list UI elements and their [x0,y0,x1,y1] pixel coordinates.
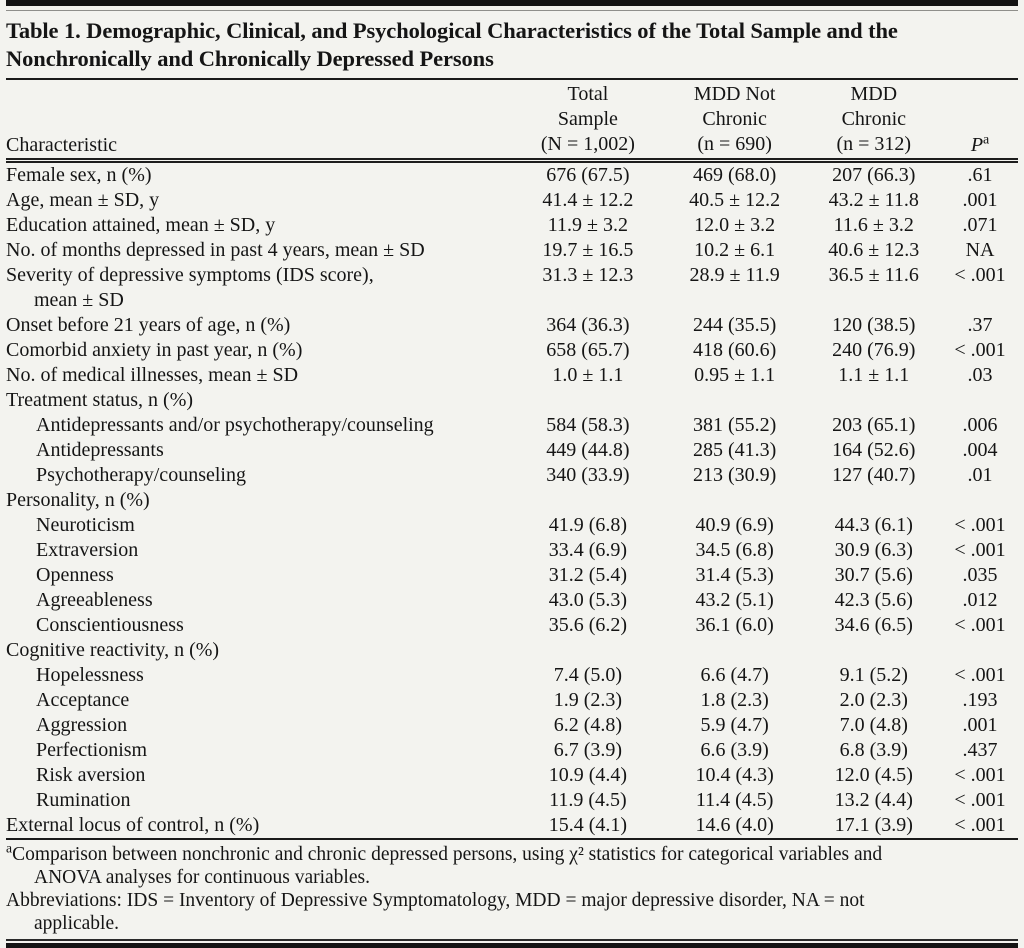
cell-mdd-not-chronic: 10.2 ± 6.1 [694,239,776,261]
cell-mdd-not-chronic: 40.5 ± 12.2 [689,189,781,211]
row-label [6,238,512,263]
cell-mdd-chronic: 203 (65.1) [832,414,916,436]
cell-p-value: .001 [962,189,998,211]
row-label [6,363,512,388]
cell-mdd-not-chronic: 213 (30.9) [692,464,777,486]
row-label-text: Comorbid anxiety in past year, n (%) [6,339,303,361]
row-label-text: Age, mean ± SD, y [6,189,160,211]
cell-total-sample: 31.3 ± 12.3 [542,264,634,286]
row-label-text: Education attained, mean ± SD, y [6,214,276,236]
footnote-line [6,840,1018,866]
cell-mdd-not-chronic: 11.4 (4.5) [695,789,774,811]
p-superscript: a [983,132,990,148]
row-label-text: Antidepressants [36,439,164,461]
row-label-text: Rumination [36,789,131,811]
row-label [6,388,512,413]
table-row [6,388,1018,413]
row-label-continuation: mean ± SD [34,289,124,311]
cell-p-value: < .001 [942,813,1018,839]
cell-mdd-not-chronic: 381 (55.2) [692,414,777,436]
footnote-line: ANOVA analyses for continuous variables. [34,867,370,888]
cell-mdd-not-chronic: 40.9 (6.9) [695,514,774,536]
row-label [6,813,512,839]
cell-mdd-chronic: 36.5 ± 11.6 [828,264,919,286]
cell-total-sample: 41.9 (6.8) [548,514,628,536]
cell-mdd-chronic: 42.3 (5.6) [834,589,913,611]
cell-p-value: < .001 [954,664,1006,686]
cell-mdd-not-chronic: 469 (68.0) [692,164,777,186]
cell-mdd-not-chronic: 36.1 (6.0) [695,614,774,636]
cell-total-sample: 6.2 (4.8) [553,714,623,736]
row-label-text: Conscientiousness [36,614,184,636]
column-header-mdd-chronic [805,80,942,161]
cell-mdd-chronic: 164 (52.6) [832,439,916,461]
cell-mdd-chronic: 11.6 ± 3.2 [833,214,914,236]
row-label-text: Onset before 21 years of age, n (%) [6,314,291,336]
column-header-total-sample [512,80,664,161]
row-label-text: Openness [36,564,114,586]
cell-total-sample: 658 (65.7) [546,339,630,361]
row-label-text: Personality, n (%) [6,489,150,511]
row-label [6,563,512,588]
column-header-p-value [942,80,1018,161]
header-row [6,80,1018,161]
table-row [6,513,1018,538]
cell-mdd-not-chronic: 10.4 (4.3) [695,764,774,786]
header-line: MDD [850,83,898,105]
row-label [6,263,512,313]
table-row [6,463,1018,488]
row-label [6,438,512,463]
cell-total-sample: 35.6 (6.2) [548,614,628,636]
cell-total-sample: 1.9 (2.3) [553,689,623,711]
cell-mdd-not-chronic: 418 (60.6) [692,339,777,361]
table-title-line-1: Table 1. Demographic, Clinical, and Psychological Characteristics of the Total Sample and the [6,18,898,43]
table-row [6,188,1018,213]
row-label-text: Aggression [36,714,128,736]
row-label-text: Risk aversion [36,764,146,786]
cell-p-value: .61 [967,164,993,186]
cell-total-sample [512,638,664,663]
table-row [6,763,1018,788]
table-row [6,438,1018,463]
header-line: Total [567,83,609,105]
table-row [6,613,1018,638]
row-label-text: Agreeableness [36,589,153,611]
cell-mdd-chronic: 6.8 (3.9) [839,739,908,761]
cell-total-sample: 11.9 ± 3.2 [547,214,629,236]
cell-p-value: .071 [962,214,998,236]
cell-p-value: .012 [962,589,998,611]
row-label [6,538,512,563]
table-row [6,813,1018,839]
footnote-a-text: Comparison between nonchronic and chronic depressed persons, using χ² statistics for categorical variables and [12,844,883,865]
cell-p-value: < .001 [954,514,1006,536]
cell-p-value: .193 [962,689,998,711]
cell-mdd-chronic: 7.0 (4.8) [839,714,908,736]
bottom-thick-rule [6,943,1018,948]
cell-p-value: < .001 [954,789,1006,811]
cell-total-sample: 15.4 (4.1) [512,813,664,839]
cell-mdd-chronic [805,388,942,413]
cell-p-value: .035 [962,564,998,586]
cell-mdd-chronic: 240 (76.9) [832,339,916,361]
row-label [6,638,512,663]
cell-mdd-not-chronic: 31.4 (5.3) [695,564,774,586]
bottom-rules [6,939,1018,948]
header-line: (N = 1,002) [540,133,635,155]
row-label [6,161,512,189]
cell-mdd-chronic [805,638,942,663]
header-line: (n = 312) [836,133,912,155]
row-label-text: Perfectionism [36,739,148,761]
table-title-line-2: Nonchronically and Chronically Depressed Persons [6,46,494,71]
row-label-text: Hopelessness [36,664,144,686]
table-row [6,563,1018,588]
table-row [6,638,1018,663]
footnote-line: Abbreviations: IDS = Inventory of Depressive Symptomatology, MDD = major depressive disorder, NA = not [6,890,865,911]
cell-p-value: .006 [962,414,998,436]
cell-total-sample: 19.7 ± 16.5 [542,239,634,261]
cell-mdd-chronic: 43.2 ± 11.8 [828,189,919,211]
cell-p-value [942,638,1018,663]
row-label-text: No. of medical illnesses, mean ± SD [6,364,299,386]
table-header [6,80,1018,161]
cell-p-value: < .001 [954,339,1006,361]
cell-mdd-not-chronic: 285 (41.3) [692,439,777,461]
table-title [6,17,1018,73]
footnote-comparison [6,840,1018,889]
row-label [6,738,512,763]
table-row [6,363,1018,388]
header-line: Sample [557,108,618,130]
table-row [6,788,1018,813]
cell-total-sample: 364 (36.3) [546,314,630,336]
p-label: P [970,134,984,156]
row-label [6,763,512,788]
cell-mdd-not-chronic: 28.9 ± 11.9 [689,264,780,286]
table-row [6,663,1018,688]
row-label-text: Cognitive reactivity, n (%) [6,639,220,661]
row-label-text: Female sex, n (%) [6,164,152,186]
column-header-mdd-not-chronic [664,80,806,161]
cell-mdd-chronic: 1.1 ± 1.1 [838,364,910,386]
table-row [6,413,1018,438]
header-line: (n = 690) [697,133,772,155]
footnote-a-marker: a [6,840,13,856]
top-thick-rule [6,0,1018,6]
cell-mdd-chronic: 127 (40.7) [832,464,916,486]
footnote-line: applicable. [34,913,119,934]
table-row [6,713,1018,738]
cell-mdd-chronic: 17.1 (3.9) [805,813,942,839]
table-row [6,313,1018,338]
cell-p-value: < .001 [954,764,1006,786]
row-label [6,188,512,213]
row-label [6,338,512,363]
cell-total-sample: 7.4 (5.0) [553,664,623,686]
row-label [6,513,512,538]
cell-mdd-chronic: 13.2 (4.4) [834,789,913,811]
row-label [6,663,512,688]
cell-mdd-not-chronic [664,388,806,413]
cell-mdd-not-chronic: 0.95 ± 1.1 [694,364,776,386]
table-body [6,161,1018,840]
cell-total-sample [512,488,664,513]
cell-total-sample: 1.0 ± 1.1 [552,364,624,386]
header-line: Chronic [702,108,767,130]
cell-total-sample: 6.7 (3.9) [553,739,623,761]
cell-total-sample: 41.4 ± 12.2 [542,189,634,211]
cell-mdd-chronic [805,488,942,513]
header-line: Chronic [841,108,906,130]
cell-mdd-not-chronic: 43.2 (5.1) [695,589,774,611]
table-row [6,213,1018,238]
cell-total-sample: 43.0 (5.3) [548,589,628,611]
cell-p-value [942,488,1018,513]
cell-mdd-chronic: 30.9 (6.3) [834,539,913,561]
cell-mdd-not-chronic: 14.6 (4.0) [664,813,806,839]
characteristics-table [6,80,1018,840]
cell-total-sample: 584 (58.3) [546,414,630,436]
row-label-text: Extraversion [36,539,139,561]
row-label [6,713,512,738]
cell-p-value: .001 [962,714,998,736]
table-row [6,588,1018,613]
row-label-text: Neuroticism [36,514,135,536]
cell-mdd-not-chronic: 6.6 (4.7) [700,664,769,686]
table-row [6,688,1018,713]
cell-mdd-not-chronic: 244 (35.5) [692,314,777,336]
row-label [6,788,512,813]
row-label [6,613,512,638]
column-header-characteristic: Characteristic [6,80,512,161]
row-label [6,488,512,513]
table-row [6,488,1018,513]
table-footnotes [6,840,1018,935]
cell-mdd-not-chronic [664,488,806,513]
cell-mdd-not-chronic: 5.9 (4.7) [700,714,769,736]
cell-p-value: < .001 [954,264,1006,286]
cell-mdd-chronic: 34.6 (6.5) [834,614,913,636]
cell-total-sample: 676 (67.5) [546,164,630,186]
cell-mdd-not-chronic: 12.0 ± 3.2 [694,214,776,236]
cell-total-sample: 11.9 (4.5) [549,789,627,811]
cell-p-value: NA [965,239,995,261]
row-label-text: Treatment status, n (%) [6,389,194,411]
cell-p-value: .004 [962,439,998,461]
table-row [6,263,1018,313]
table-row [6,338,1018,363]
cell-mdd-not-chronic: 6.6 (3.9) [700,739,769,761]
row-label-text: External locus of control, n (%) [6,814,260,836]
top-thin-rule [6,10,1018,11]
table-row [6,538,1018,563]
cell-mdd-chronic: 12.0 (4.5) [834,764,913,786]
cell-p-value: .03 [967,364,993,386]
cell-mdd-chronic: 120 (38.5) [832,314,916,336]
table-row [6,238,1018,263]
row-label [6,588,512,613]
cell-total-sample: 31.2 (5.4) [548,564,628,586]
cell-mdd-not-chronic: 34.5 (6.8) [695,539,774,561]
cell-mdd-chronic: 30.7 (5.6) [834,564,913,586]
row-label-text: Antidepressants and/or psychotherapy/counseling [36,414,434,436]
header-line: MDD Not [693,83,776,105]
row-label [6,688,512,713]
cell-total-sample: 449 (44.8) [546,439,630,461]
cell-mdd-chronic: 2.0 (2.3) [839,689,908,711]
cell-total-sample: 10.9 (4.4) [548,764,628,786]
cell-mdd-chronic: 44.3 (6.1) [834,514,913,536]
table-row [6,738,1018,763]
cell-p-value: .437 [962,739,998,761]
row-label-text: Severity of depressive symptoms (IDS score), [6,264,374,286]
cell-p-value: .01 [967,464,993,486]
cell-mdd-chronic: 40.6 ± 12.3 [828,239,920,261]
cell-p-value: < .001 [954,539,1006,561]
row-label [6,313,512,338]
row-label [6,413,512,438]
row-label [6,463,512,488]
cell-mdd-chronic: 9.1 (5.2) [839,664,908,686]
cell-mdd-not-chronic: 1.8 (2.3) [700,689,769,711]
row-label-text: Acceptance [36,689,130,711]
row-label-text: Psychotherapy/counseling [36,464,246,486]
footnote-abbreviations [6,889,1018,935]
cell-mdd-chronic: 207 (66.3) [832,164,916,186]
row-label [6,213,512,238]
row-label-text: No. of months depressed in past 4 years, mean ± SD [6,239,425,261]
cell-p-value [942,388,1018,413]
cell-p-value: < .001 [954,614,1006,636]
cell-total-sample: 340 (33.9) [546,464,630,486]
cell-total-sample: 33.4 (6.9) [548,539,628,561]
cell-total-sample [512,388,664,413]
cell-p-value: .37 [967,314,993,336]
table-row [6,161,1018,189]
cell-mdd-not-chronic [664,638,806,663]
bottom-thin-rule [6,939,1018,941]
